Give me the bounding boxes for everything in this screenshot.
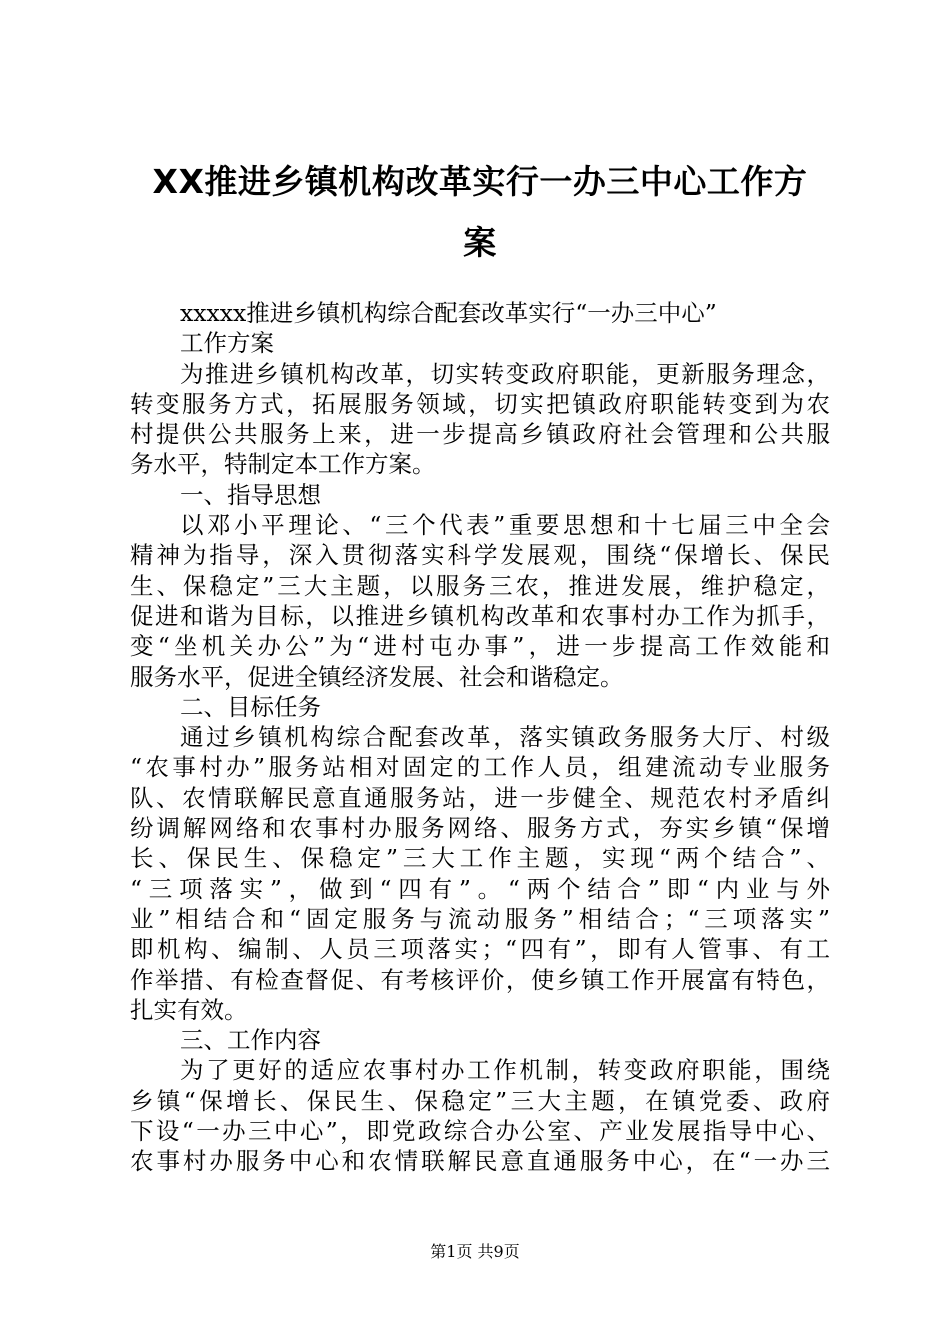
body-line: “农事村办”服务站相对固定的工作人员，组建流动专业服务 xyxy=(130,753,830,782)
body-line: 变“坐机关办公”为“进村屯办事”，进一步提高工作效能和 xyxy=(130,632,830,661)
body-line: 乡镇“保增长、保民生、保稳定”三大主题，在镇党委、政府 xyxy=(130,1086,830,1115)
section-heading: 二、目标任务 xyxy=(180,692,321,721)
section-heading: 一、指导思想 xyxy=(180,480,321,509)
body-line: 务水平，特制定本工作方案。 xyxy=(130,450,436,479)
body-line: 农事村办服务中心和农情联解民意直通服务中心，在“一办三 xyxy=(130,1147,830,1176)
body-line: 精神为指导，深入贯彻落实科学发展观，围绕“保增长、保民 xyxy=(130,541,830,570)
section-heading: 三、工作内容 xyxy=(180,1026,321,1055)
document-title-line-1: XX推进乡镇机构改革实行一办三中心工作方 xyxy=(152,162,808,201)
body-line: “三项落实”，做到“四有”。“两个结合”即“内业与外 xyxy=(130,874,830,903)
body-line: 村提供公共服务上来，进一步提高乡镇政府社会管理和公共服 xyxy=(130,420,830,449)
document-body xyxy=(130,298,830,1177)
body-line: 服务水平，促进全镇经济发展、社会和谐稳定。 xyxy=(130,662,624,691)
body-line: 促进和谐为目标，以推进乡镇机构改革和农事村办工作为抓手， xyxy=(130,601,830,630)
body-line: xxxxx推进乡镇机构综合配套改革实行“一办三中心” xyxy=(180,299,717,327)
body-line: 生、保稳定”三大主题，以服务三农，推进发展，维护稳定， xyxy=(130,571,830,600)
body-line: 以邓小平理论、“三个代表”重要思想和十七届三中全会 xyxy=(180,511,830,540)
body-line: 扎实有效。 xyxy=(130,995,248,1024)
document-title-line-2: 案 xyxy=(463,223,497,262)
body-line: 即机构、编制、人员三项落实；“四有”，即有人管事、有工 xyxy=(130,935,830,964)
body-line: 转变服务方式，拓展服务领域，切实把镇政府职能转变到为农 xyxy=(130,389,830,418)
body-line: 队、农情联解民意直通服务站，进一步健全、规范农村矛盾纠 xyxy=(130,783,830,812)
body-line: 下设“一办三中心”，即党政综合办公室、产业发展指导中心、 xyxy=(130,1117,830,1146)
body-line: 为了更好的适应农事村办工作机制，转变政府职能，围绕 xyxy=(180,1056,830,1085)
body-line: 工作方案 xyxy=(180,329,274,358)
body-line: 业”相结合和“固定服务与流动服务”相结合；“三项落实” xyxy=(130,904,830,933)
body-line: 通过乡镇机构综合配套改革，落实镇政务服务大厅、村级 xyxy=(180,723,830,752)
body-line: 纷调解网络和农事村办服务网络、服务方式，夯实乡镇“保增 xyxy=(130,814,830,843)
page-number-footer: 第1页 共9页 xyxy=(430,1242,520,1261)
body-line: 作举措、有检查督促、有考核评价，使乡镇工作开展富有特色， xyxy=(130,965,830,994)
body-line: 长、保民生、保稳定”三大工作主题，实现“两个结合”、 xyxy=(130,844,830,873)
body-line: 为推进乡镇机构改革，切实转变政府职能，更新服务理念， xyxy=(180,359,830,388)
